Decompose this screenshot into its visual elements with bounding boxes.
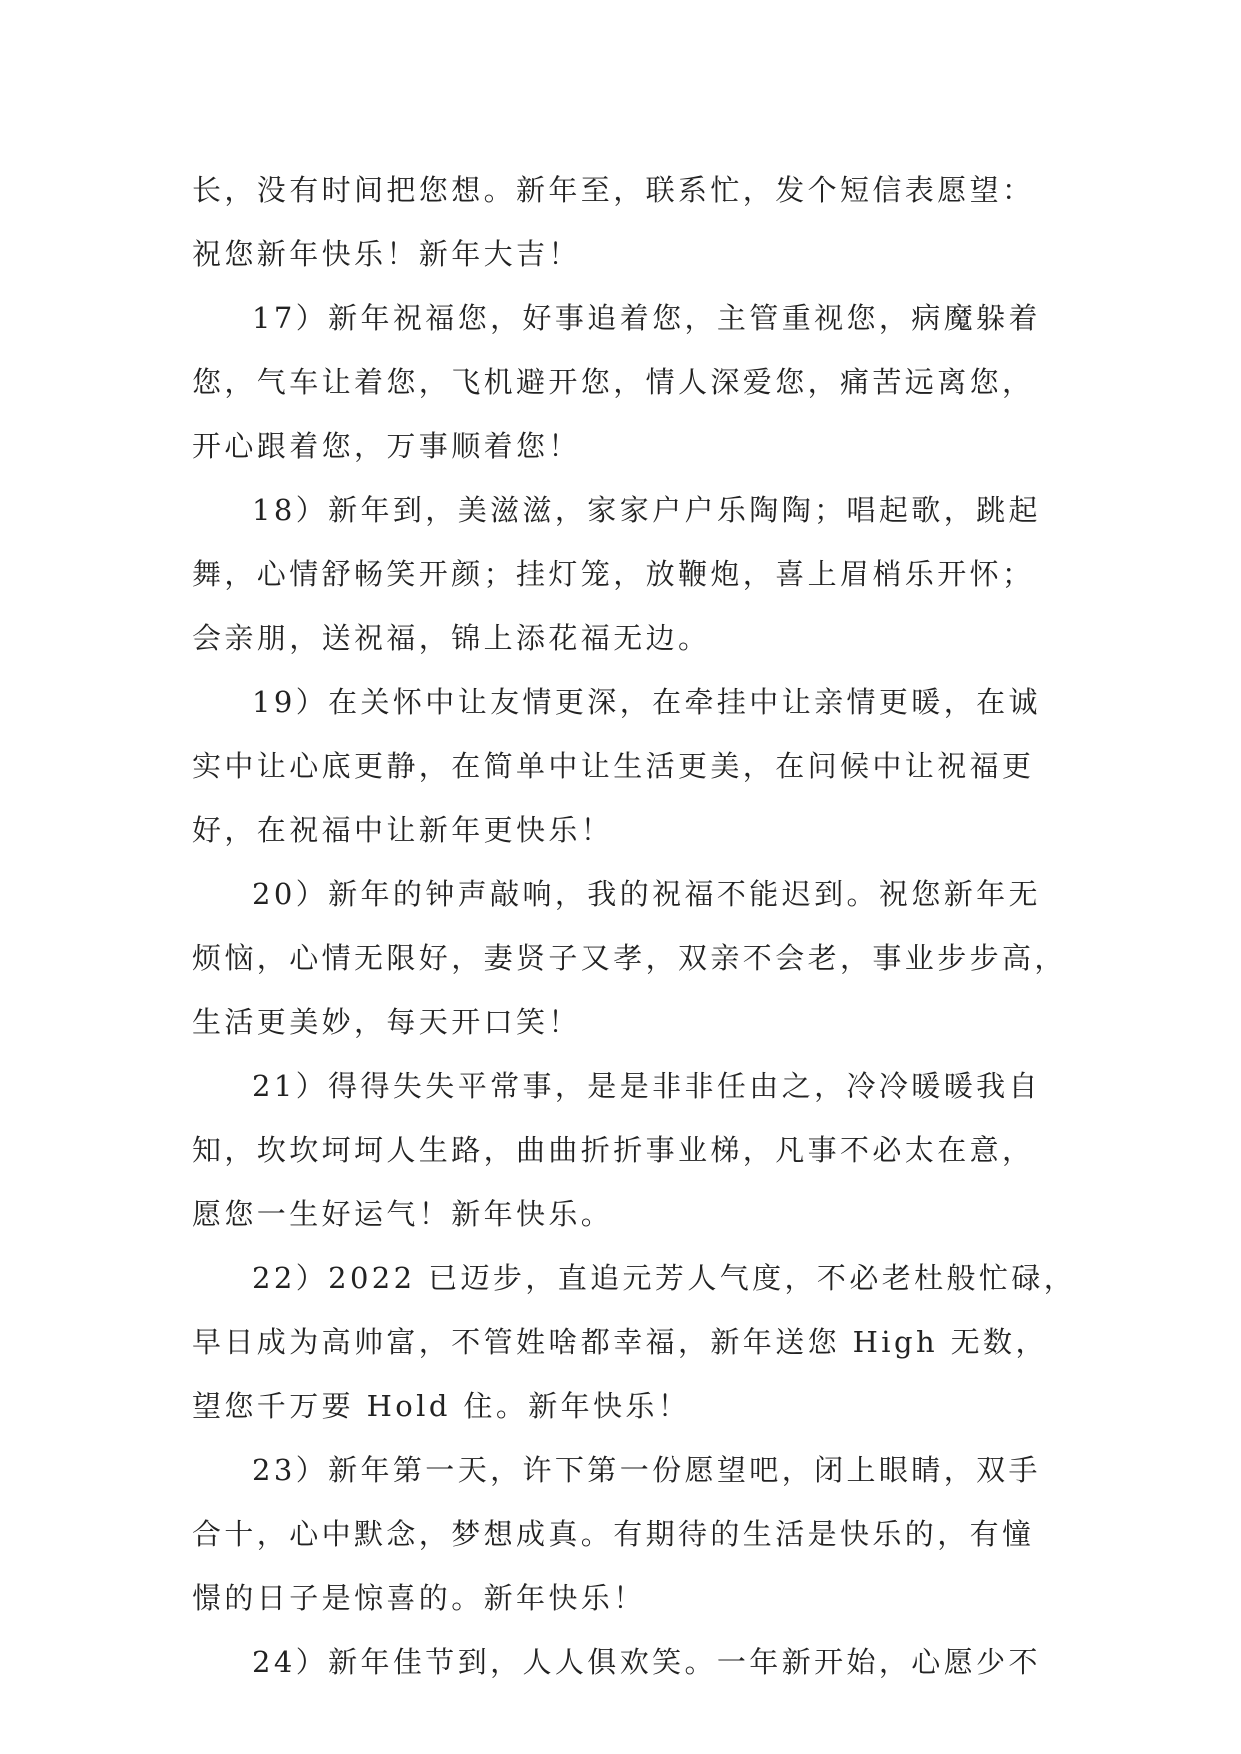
paragraph-line: 19）在关怀中让友情更深，在牵挂中让亲情更暖，在诚: [252, 685, 1041, 719]
paragraph-17: [192, 292, 1072, 484]
paragraph-line: 好，在祝福中让新年更快乐！: [192, 813, 614, 847]
paragraph-22: [192, 1252, 1077, 1444]
paragraph-line: 20）新年的钟声敲响，我的祝福不能迟到。祝您新年无: [252, 877, 1041, 911]
paragraph-line: 生活更美妙，每天开口笑！: [192, 1005, 581, 1039]
paragraph-line: 合十，心中默念，梦想成真。有期待的生活是快乐的，有憧: [192, 1517, 1035, 1551]
paragraph-line: 长，没有时间把您想。新年至，联系忙，发个短信表愿望：: [192, 173, 1035, 207]
paragraph-18: [192, 484, 1072, 676]
paragraph-line: 开心跟着您，万事顺着您！: [192, 429, 581, 463]
paragraph-line: 烦恼，心情无限好，妻贤子又孝，双亲不会老，事业步步高，: [192, 941, 1067, 975]
paragraph-line: 舞，心情舒畅笑开颜；挂灯笼，放鞭炮，喜上眉梢乐开怀；: [192, 557, 1035, 591]
document-body: [192, 164, 1077, 1700]
paragraph-line: 实中让心底更静，在简单中让生活更美，在问候中让祝福更: [192, 749, 1035, 783]
paragraph-line: 望您千万要 Hold 住。新年快乐！: [192, 1389, 691, 1423]
paragraph-line: 知，坎坎坷坷人生路，曲曲折折事业梯，凡事不必太在意，: [192, 1133, 1035, 1167]
paragraph-line: 17）新年祝福您，好事追着您，主管重视您，病魔躲着: [252, 301, 1041, 335]
paragraph-24: [192, 1636, 1072, 1700]
paragraph-line: 早日成为高帅富，不管姓啥都幸福，新年送您 High 无数，: [192, 1325, 1048, 1359]
paragraph-21: [192, 1060, 1072, 1252]
paragraph-20: [192, 868, 1072, 1060]
paragraph-23: [192, 1444, 1072, 1636]
paragraph-19: [192, 676, 1072, 868]
paragraph-line: 憬的日子是惊喜的。新年快乐！: [192, 1581, 646, 1615]
paragraph-line: 21）得得失失平常事，是是非非任由之，冷冷暖暖我自: [252, 1069, 1041, 1103]
paragraph-line: 愿您一生好运气！新年快乐。: [192, 1197, 614, 1231]
paragraph-line: 24）新年佳节到，人人俱欢笑。一年新开始，心愿少不: [252, 1645, 1041, 1679]
paragraph-line: 祝您新年快乐！新年大吉！: [192, 237, 581, 271]
paragraph-line: 22）2022 已迈步，直追元芳人气度，不必老杜般忙碌，: [252, 1261, 1077, 1295]
paragraph-line: 23）新年第一天，许下第一份愿望吧，闭上眼睛，双手: [252, 1453, 1041, 1487]
paragraph-line: 18）新年到，美滋滋，家家户户乐陶陶；唱起歌，跳起: [252, 493, 1041, 527]
paragraph-line: 您，气车让着您，飞机避开您，情人深爱您，痛苦远离您，: [192, 365, 1035, 399]
paragraph-continuation: [192, 164, 1072, 292]
paragraph-line: 会亲朋，送祝福，锦上添花福无边。: [192, 621, 711, 655]
